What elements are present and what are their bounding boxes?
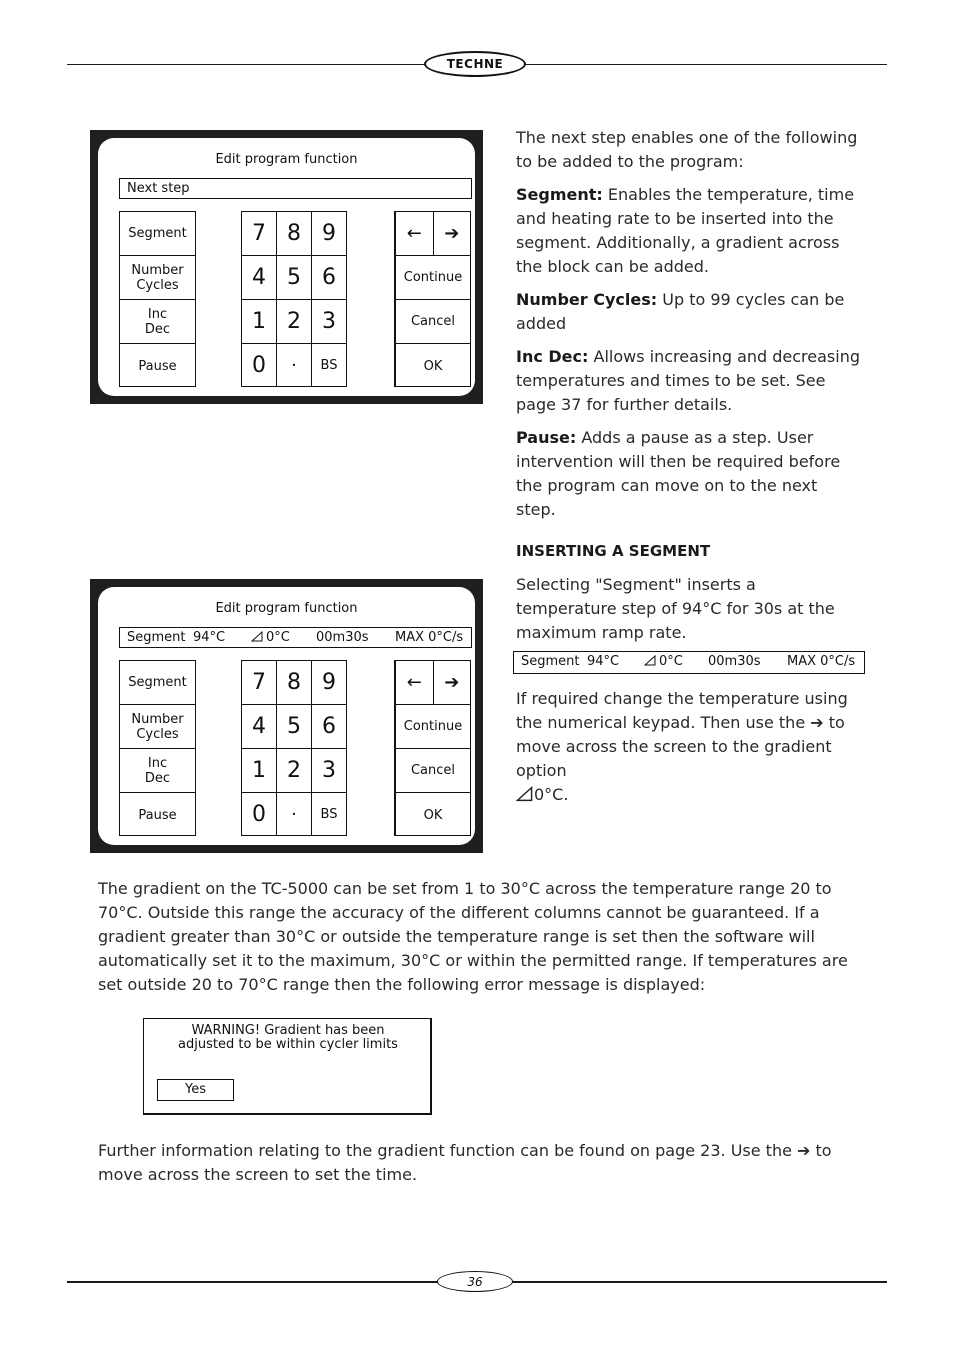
key-3[interactable]: 3 — [312, 749, 347, 793]
gradient-icon — [516, 786, 533, 802]
segment-description — [516, 183, 861, 279]
screen1-function-column — [119, 211, 196, 387]
key-7[interactable]: 7 — [242, 212, 277, 256]
key-4[interactable]: 4 — [242, 705, 277, 749]
strip-rate: MAX 0°C/s — [787, 654, 856, 669]
key-decimal[interactable]: · — [277, 793, 312, 836]
key-1[interactable]: 1 — [242, 749, 277, 793]
key-5[interactable]: 5 — [277, 705, 312, 749]
segment-temp[interactable]: 94°C — [193, 630, 226, 645]
warning-message: WARNING! Gradient has been adjusted to be within cycler limits — [178, 1023, 398, 1052]
next-step-field[interactable]: Next step — [119, 178, 472, 199]
ok-button[interactable]: OK — [423, 807, 443, 823]
inserting-para2-text: If required change the temperature using the numerical keypad. Then use the ➔ to move across the screen to the gradient option — [516, 689, 848, 780]
strip-time: 00m30s — [708, 654, 761, 669]
segment-time[interactable]: 00m30s — [316, 630, 369, 645]
screen1-title: Edit program function — [215, 152, 358, 167]
segment-gradient[interactable]: 0°C — [251, 628, 290, 647]
screen2-title: Edit program function — [215, 601, 358, 616]
right-arrow-icon[interactable]: ➔ — [444, 223, 460, 244]
inc-dec-desc: Allows increasing and decreasing temperatures and times to be set. See page 37 for further details. — [516, 347, 861, 414]
key-0[interactable]: 0 — [242, 344, 277, 387]
key-decimal[interactable]: · — [277, 344, 312, 387]
pause-button[interactable]: Pause — [138, 358, 177, 374]
screen2 — [98, 587, 475, 845]
key-9[interactable]: 9 — [312, 212, 347, 256]
segment-field[interactable] — [119, 627, 472, 648]
screen2-action-column — [394, 660, 471, 836]
cancel-button[interactable]: Cancel — [396, 749, 470, 793]
warning-dialog — [143, 1018, 432, 1115]
strip-gradient: 0°C — [644, 654, 683, 669]
inserting-segment-heading: INSERTING A SEGMENT — [516, 542, 711, 560]
page-number: 36 — [437, 1271, 513, 1292]
key-5[interactable]: 5 — [277, 256, 312, 300]
inserting-para2 — [516, 687, 861, 807]
key-9[interactable]: 9 — [312, 661, 347, 705]
number-cycles-button[interactable]: Number Cycles — [120, 256, 195, 300]
screen1-keypad — [241, 211, 347, 387]
pause-description — [516, 426, 861, 522]
screen2-keypad — [241, 660, 347, 836]
segment-button[interactable]: Segment — [120, 661, 195, 705]
inserting-para1: Selecting "Segment" inserts a temperature step of 94°C for 30s at the maximum ramp rate. — [516, 575, 835, 642]
yes-button[interactable]: Yes — [157, 1079, 234, 1101]
key-8[interactable]: 8 — [277, 661, 312, 705]
inc-dec-description — [516, 345, 861, 417]
intro-text: The next step enables one of the following to be added to the program: — [516, 128, 858, 171]
key-2[interactable]: 2 — [277, 749, 312, 793]
key-backspace[interactable]: BS — [312, 793, 347, 836]
segment-desc: Enables the temperature, time and heating rate to be inserted into the segment. Additionally, a gradient across the block can be added. — [516, 185, 855, 276]
left-arrow-icon[interactable]: ← — [396, 661, 434, 704]
cancel-button[interactable]: Cancel — [396, 300, 470, 344]
segment-button[interactable]: Segment — [120, 212, 195, 256]
screen1-action-column — [394, 211, 471, 387]
screen2-function-column — [119, 660, 196, 836]
screen1 — [98, 138, 475, 396]
strip-temp: 94°C — [587, 654, 620, 669]
key-6[interactable]: 6 — [312, 705, 347, 749]
segment-term: Segment: — [516, 185, 603, 204]
key-2[interactable]: 2 — [277, 300, 312, 344]
segment-rate[interactable]: MAX 0°C/s — [395, 630, 464, 645]
pause-term: Pause: — [516, 428, 577, 447]
screen1-arrow-row — [396, 212, 470, 256]
inserting-para2-end: 0°C. — [534, 785, 569, 804]
key-0[interactable]: 0 — [242, 793, 277, 836]
inc-dec-button[interactable]: Inc Dec — [120, 749, 195, 793]
pause-desc: Adds a pause as a step. User intervention will then be required before the program can move on to the next step. — [516, 428, 841, 519]
key-4[interactable]: 4 — [242, 256, 277, 300]
key-7[interactable]: 7 — [242, 661, 277, 705]
number-cycles-description — [516, 288, 861, 336]
screen2-panel — [90, 579, 483, 853]
segment-label: Segment — [127, 630, 186, 645]
continue-button[interactable]: Continue — [396, 256, 470, 300]
key-1[interactable]: 1 — [242, 300, 277, 344]
key-3[interactable]: 3 — [312, 300, 347, 344]
continue-button[interactable]: Continue — [396, 705, 470, 749]
left-arrow-icon[interactable]: ← — [396, 212, 434, 255]
number-cycles-term: Number Cycles: — [516, 290, 658, 309]
pause-button[interactable]: Pause — [138, 807, 177, 823]
number-cycles-desc: Up to 99 cycles can be added — [516, 290, 845, 333]
inc-dec-term: Inc Dec: — [516, 347, 589, 366]
right-arrow-icon[interactable]: ➔ — [444, 672, 460, 693]
number-cycles-button[interactable]: Number Cycles — [120, 705, 195, 749]
gradient-icon — [251, 631, 263, 642]
screen2-arrow-row — [396, 661, 470, 705]
gradient-icon — [644, 655, 656, 666]
strip-label: Segment — [521, 654, 580, 669]
ok-button[interactable]: OK — [423, 358, 443, 374]
inc-dec-button[interactable]: Inc Dec — [120, 300, 195, 344]
key-backspace[interactable]: BS — [312, 344, 347, 387]
key-8[interactable]: 8 — [277, 212, 312, 256]
segment-strip — [513, 651, 865, 674]
gradient-paragraph: The gradient on the TC-5000 can be set from 1 to 30°C across the temperature range 20 to 70°C. Outside this range the accuracy of the different columns cannot be guaranteed. If a gradient greater than 30°C or outside the temperature range is set then the software will automatically set it to the maximum, 30°C or within the permitted range. If temperatures are set outside 20 to 70°C range then the following error message is displayed: — [98, 879, 848, 994]
techne-logo: TECHNE — [424, 51, 526, 77]
final-paragraph: Further information relating to the gradient function can be found on page 23. Use the ➔ to move across the screen to set the time. — [98, 1141, 832, 1184]
screen1-panel — [90, 130, 483, 404]
key-6[interactable]: 6 — [312, 256, 347, 300]
